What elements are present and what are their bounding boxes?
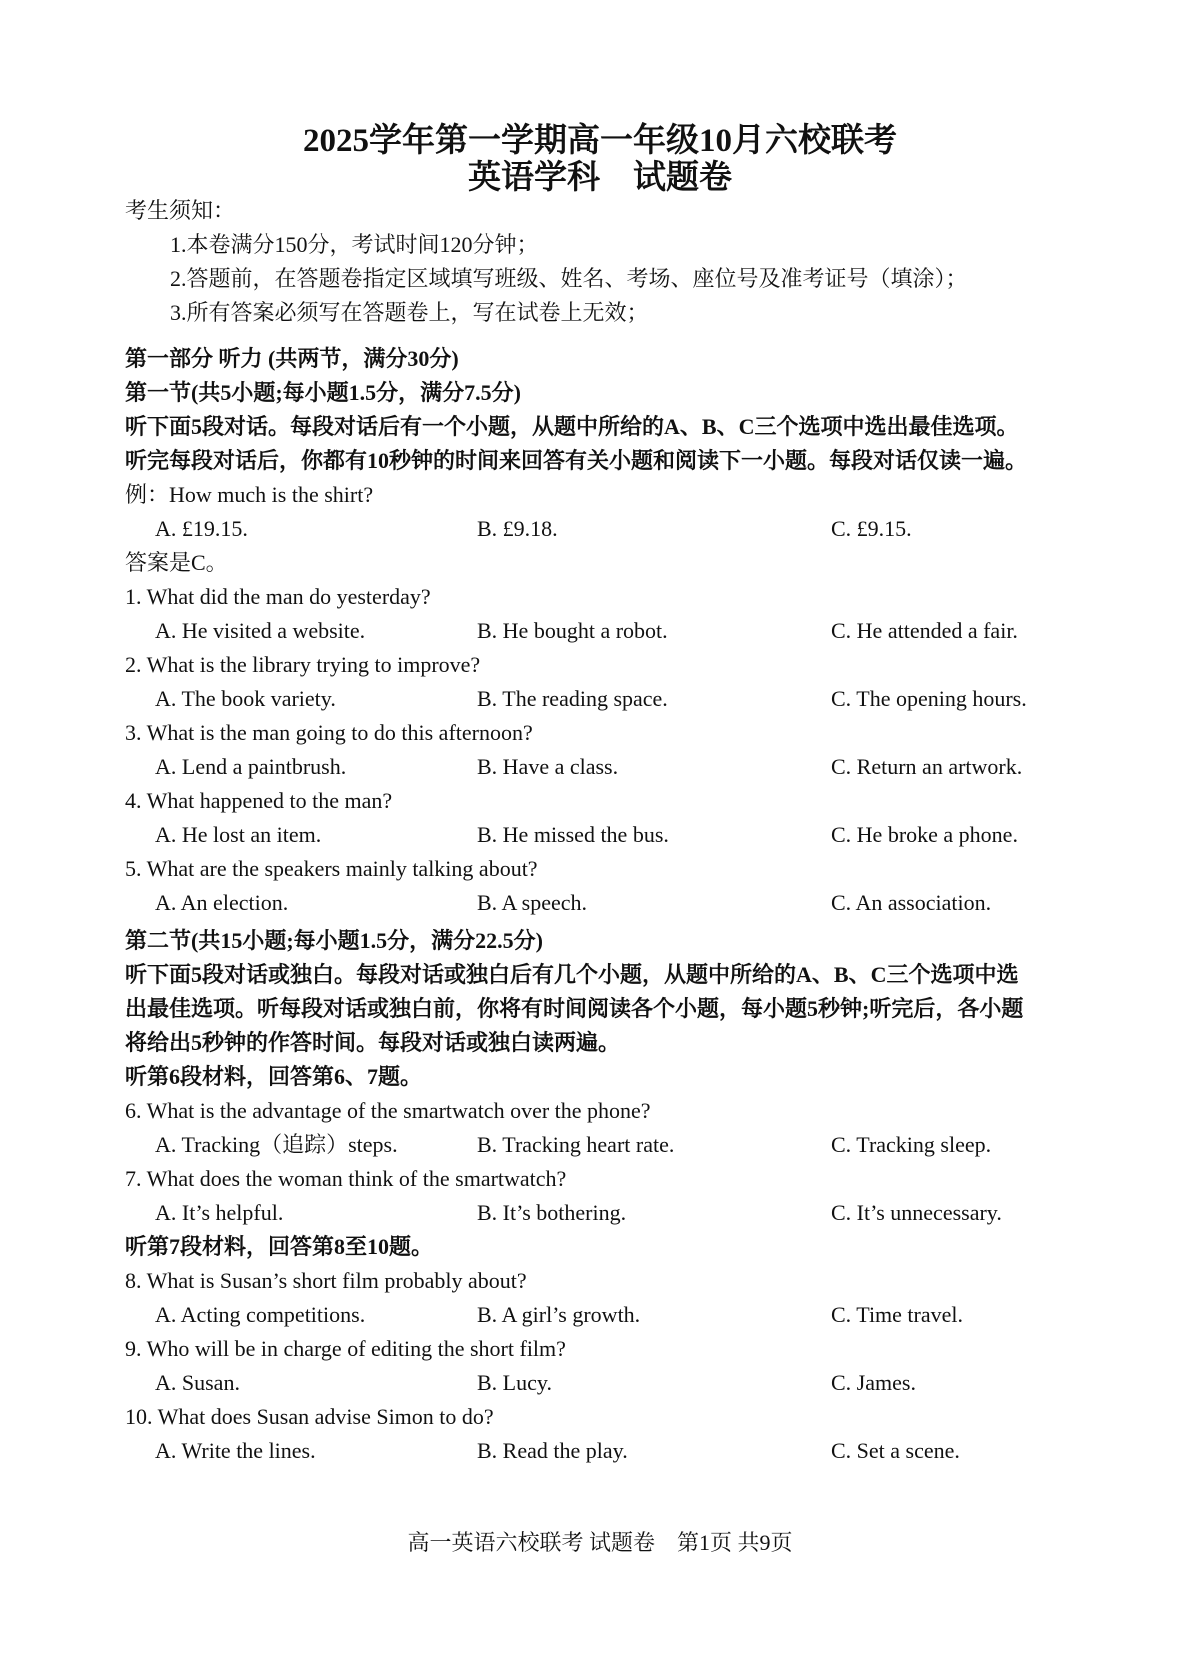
option-a: A. The book variety. bbox=[155, 686, 336, 711]
option-c: C. Return an artwork. bbox=[831, 754, 1023, 779]
notice-item: 2.答题前，在答题卷指定区域填写班级、姓名、考场、座位号及准考证号（填涂）； bbox=[170, 266, 968, 291]
option-b: B. Tracking heart rate. bbox=[477, 1132, 675, 1157]
question-options bbox=[125, 750, 1085, 784]
option-c: C. An association. bbox=[831, 890, 992, 915]
option-b: B. He bought a robot. bbox=[477, 618, 668, 643]
instruction-line: 听下面5段对话。每段对话后有一个小题，从题中所给的A、B、C三个选项中选出最佳选项。 bbox=[125, 414, 1019, 439]
option-c: C. Tracking sleep. bbox=[831, 1132, 992, 1157]
question: 9. Who will be in charge of editing the short film? bbox=[125, 1336, 566, 1361]
option-a: A. £19.15. bbox=[155, 516, 248, 541]
question-options bbox=[125, 1434, 1085, 1468]
option-a: A. Write the lines. bbox=[155, 1438, 316, 1463]
option-c: C. £9.15. bbox=[831, 516, 912, 541]
example-options bbox=[125, 512, 1085, 546]
option-c: C. James. bbox=[831, 1370, 916, 1395]
question-options bbox=[125, 886, 1085, 920]
question: 5. What are the speakers mainly talking about? bbox=[125, 856, 538, 881]
option-b: B. A girl’s growth. bbox=[477, 1302, 641, 1327]
question-options bbox=[125, 682, 1085, 716]
option-b: B. A speech. bbox=[477, 890, 587, 915]
question-options bbox=[125, 1298, 1085, 1332]
option-b: B. Lucy. bbox=[477, 1370, 552, 1395]
option-c: C. Set a scene. bbox=[831, 1438, 960, 1463]
instruction-line: 听下面5段对话或独白。每段对话或独白后有几个小题，从题中所给的A、B、C三个选项中选 bbox=[125, 962, 1019, 987]
question: 7. What does the woman think of the smartwatch? bbox=[125, 1166, 567, 1191]
option-a: A. Tracking（追踪）steps. bbox=[155, 1132, 398, 1157]
option-b: B. It’s bothering. bbox=[477, 1200, 627, 1225]
option-b: B. Have a class. bbox=[477, 754, 619, 779]
instruction-line: 将给出5秒钟的作答时间。每段对话或独白读两遍。 bbox=[125, 1030, 621, 1055]
exam-subtitle: 英语学科 试题卷 bbox=[468, 160, 732, 196]
option-a: A. He lost an item. bbox=[155, 822, 322, 847]
example-question: 例：How much is the shirt? bbox=[125, 482, 374, 507]
option-a: A. Acting competitions. bbox=[155, 1302, 366, 1327]
option-a: A. He visited a website. bbox=[155, 618, 366, 643]
notice-heading: 考生须知： bbox=[125, 198, 236, 223]
option-b: B. The reading space. bbox=[477, 686, 668, 711]
option-c: C. He attended a fair. bbox=[831, 618, 1018, 643]
question-options bbox=[125, 818, 1085, 852]
question: 10. What does Susan advise Simon to do? bbox=[125, 1404, 494, 1429]
question: 2. What is the library trying to improve? bbox=[125, 652, 481, 677]
notice-item: 1.本卷满分150分，考试时间120分钟； bbox=[170, 232, 539, 257]
question: 8. What is Susan’s short film probably about? bbox=[125, 1268, 527, 1293]
part-heading: 第一部分 听力 (共两节，满分30分) bbox=[125, 346, 459, 371]
part1-section1 bbox=[125, 342, 1085, 920]
question-options bbox=[125, 1128, 1085, 1162]
option-b: B. He missed the bus. bbox=[477, 822, 669, 847]
option-b: B. £9.18. bbox=[477, 516, 558, 541]
question: 3. What is the man going to do this afternoon? bbox=[125, 720, 533, 745]
material-heading: 听第7段材料，回答第8至10题。 bbox=[125, 1234, 434, 1259]
section-heading: 第一节(共5小题;每小题1.5分，满分7.5分) bbox=[125, 380, 521, 405]
question: 1. What did the man do yesterday? bbox=[125, 584, 431, 609]
section-heading: 第二节(共15小题;每小题1.5分，满分22.5分) bbox=[125, 928, 543, 953]
question-options bbox=[125, 614, 1085, 648]
instruction-line: 听完每段对话后，你都有10秒钟的时间来回答有关小题和阅读下一小题。每段对话仅读一遍。 bbox=[125, 448, 1028, 473]
notice-list bbox=[170, 228, 968, 330]
option-a: A. It’s helpful. bbox=[155, 1200, 284, 1225]
example-answer: 答案是C。 bbox=[125, 550, 228, 575]
option-c: C. Time travel. bbox=[831, 1302, 964, 1327]
option-c: C. He broke a phone. bbox=[831, 822, 1018, 847]
option-a: A. Lend a paintbrush. bbox=[155, 754, 347, 779]
option-b: B. Read the play. bbox=[477, 1438, 628, 1463]
page-footer: 高一英语六校联考 试题卷 第1页 共9页 bbox=[407, 1530, 793, 1555]
notice-item: 3.所有答案必须写在答题卷上，写在试卷上无效； bbox=[170, 300, 649, 325]
part1-section2 bbox=[125, 924, 1085, 1468]
question: 6. What is the advantage of the smartwatch over the phone? bbox=[125, 1098, 651, 1123]
question: 4. What happened to the man? bbox=[125, 788, 393, 813]
instruction-line: 出最佳选项。听每段对话或独白前，你将有时间阅读各个小题，每小题5秒钟;听完后，各小题 bbox=[125, 996, 1024, 1021]
material-heading: 听第6段材料，回答第6、7题。 bbox=[125, 1064, 423, 1089]
question-options bbox=[125, 1196, 1085, 1230]
question-options bbox=[125, 1366, 1085, 1400]
option-c: C. It’s unnecessary. bbox=[831, 1200, 1002, 1225]
exam-title: 2025学年第一学期高一年级10月六校联考 bbox=[303, 123, 897, 159]
option-c: C. The opening hours. bbox=[831, 686, 1027, 711]
option-a: A. Susan. bbox=[155, 1370, 240, 1395]
option-a: A. An election. bbox=[155, 890, 289, 915]
